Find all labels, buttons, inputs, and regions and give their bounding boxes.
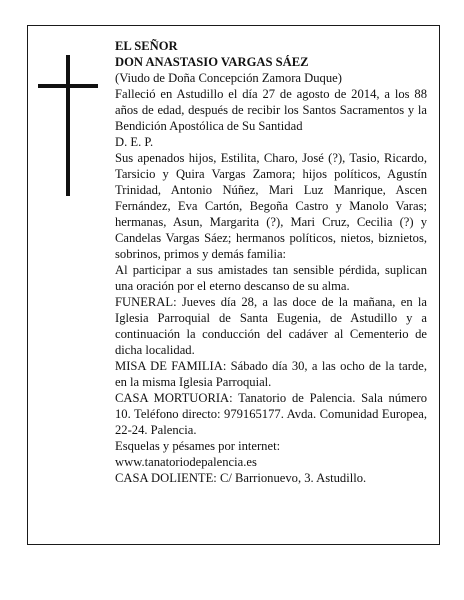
funeral-paragraph: FUNERAL: Jueves día 28, a las doce de la mañana, en la Iglesia Parroquial de Santa Eugenia, de Astudillo y a continuación la conducción del cadáver al Cementerio de dicha localidad. (115, 295, 427, 357)
cross-horizontal-bar (38, 84, 98, 88)
cross-vertical-bar (66, 55, 70, 196)
internet-line: Esquelas y pésames por internet: (115, 439, 281, 453)
death-notice: Falleció en Astudillo el día 27 de agosto de 2014, a los 88 años de edad, después de recibir los Santos Sacramentos y la Bendición Apostólica de Su Santidad (115, 87, 427, 133)
mourning-house-line: CASA DOLIENTE: C/ Barrionuevo, 3. Astudillo. (115, 471, 367, 485)
funeral-home-paragraph: CASA MORTUORIA: Tanatorio de Palencia. Sala número 10. Teléfono directo: 979165177. Avda. Comunidad Europea, 22-24. Palencia. (115, 391, 427, 437)
obituary-text (115, 38, 427, 486)
title-line-1: EL SEÑOR (115, 39, 178, 53)
request-paragraph: Al participar a sus amistades tan sensible pérdida, suplican una oración por el eterno descanso de su alma. (115, 263, 427, 293)
deceased-name: DON ANASTASIO VARGAS SÁEZ (115, 55, 309, 69)
mass-paragraph: MISA DE FAMILIA: Sábado día 30, a las ocho de la tarde, en la misma Iglesia Parroquial. (115, 359, 427, 389)
family-paragraph: Sus apenados hijos, Estilita, Charo, José (?), Tasio, Ricardo, Tarsicio y Quira Vargas Zamora; hijos políticos, Agustín Trinidad, Antonio Núñez, Mari Luz Manrique, Ascen Fernández, Eva Cartón, Begoña Castro y Manolo Varas; hermanas, Asun, Margarita (?), Mari Cruz, Cecilia (?) y Candelas Vargas Sáez; hermanos políticos, nietos, biznietos, sobrinos, primos y demás familia: (115, 151, 427, 261)
widower-line: (Viudo de Doña Concepción Zamora Duque) (115, 71, 342, 85)
dep-line: D. E. P. (115, 135, 154, 149)
website-link[interactable]: www.tanatoriodepalencia.es (115, 455, 257, 469)
